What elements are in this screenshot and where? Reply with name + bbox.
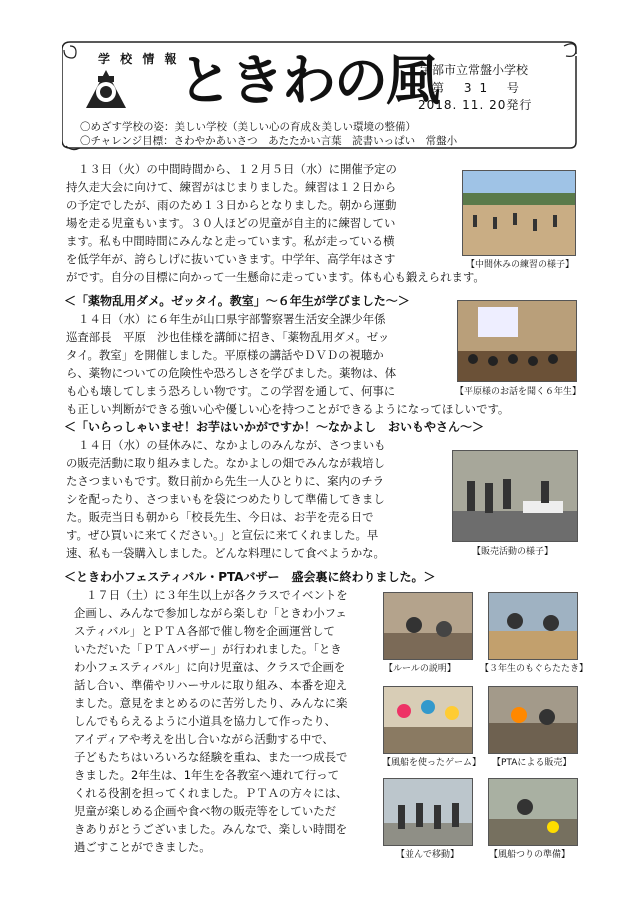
photo-whack-a-mole — [488, 592, 578, 660]
photo-caption: 【ルールの説明】 — [384, 664, 456, 674]
paragraph-line: １４日（水）に６年生が山口県宇部警察署生活安全課少年係 — [78, 312, 386, 326]
paragraph-line: 児童が楽しめる企画や食べ物の販売等をしていただ — [74, 804, 336, 818]
paragraph-line: しんでもらえるように小道具を協力して作ったり、 — [74, 714, 336, 728]
paragraph-line: を低学年が、誇らしげに抜いていきます。中学年、高学年はさす — [66, 252, 396, 266]
photo-caption: 【中間休みの練習の様子】 — [466, 260, 575, 270]
photo-caption: 【３年生のもぐらたたき】 — [480, 664, 589, 674]
photo-running-practice — [462, 170, 576, 256]
paragraph-line: シを配ったり、さつまいもを袋につめたりして準備してきまし — [66, 492, 385, 506]
paragraph-line: す。ぜひ買いに来てください。」と宣伝に来てくれました。早 — [66, 528, 379, 542]
paragraph-line: きました。2年生は、1年生を各教室へ連れて行って — [74, 768, 340, 782]
photo-caption: 【並んで移動】 — [396, 850, 460, 860]
photo-caption: 【風船つりの準備】 — [489, 850, 571, 860]
school-motto: 〇めざす学校の姿：美しい学校（美しい心の育成＆美しい環境の整備） — [80, 121, 416, 133]
paragraph-line: １４日（水）の昼休みに、なかよしのみんなが、さつまいも — [78, 438, 386, 452]
issue-date: 2018. 11. 20発行 — [418, 98, 533, 112]
paragraph-line: も心も壊してしまう恐ろしい物です。この学習を通して、何事に — [66, 384, 396, 398]
photo-walking-in-line — [383, 778, 473, 846]
photo-caption: 【販売活動の様子】 — [472, 547, 554, 557]
photo-caption: 【風船を使ったゲーム】 — [382, 758, 482, 768]
article-potato-sale — [66, 436, 386, 562]
photo-caption: 【PTAによる販売】 — [492, 758, 572, 768]
paragraph-line: ます。私も中間時間にみんなと走っています。私が走っている横 — [66, 234, 395, 248]
paragraph-line: の予定でしたが、雨のため１３日からとなりました。朝から運動 — [66, 198, 397, 212]
newsletter-title: ときわの風 — [178, 48, 438, 112]
photo-balloon-fishing-prep — [488, 778, 578, 846]
newsletter-label: 学 校 情 報 — [98, 52, 180, 66]
article-heading: ＜「薬物乱用ダメ。ゼッタイ。教室」～６年生が学びました～＞ — [64, 294, 410, 308]
paragraph-line: 速、私も一袋購入しました。どんな料理にして食べようかな。 — [66, 546, 385, 560]
paragraph-line: 巡査部長 平原 沙也佳様を講師に招き、「薬物乱用ダメ。ゼッ — [66, 330, 390, 344]
article-heading: ＜「いらっしゃいませ！お芋はいかがですか！～なかよし おいもやさん～＞ — [64, 420, 485, 434]
issue-number: 第 31 号 — [432, 81, 527, 95]
school-name: 宇部市立常盤小学校 — [420, 63, 529, 77]
paragraph-line: がです。自分の目標に向かって一生懸命に走っています。体も心も鍛えられます。 — [66, 270, 485, 284]
paragraph-line: 子どもたちはいろいろな経験を重ね、また一つ成長で — [74, 750, 348, 764]
paragraph-line: 話し合い、準備やリハーサルに取り組み、本番を迎え — [74, 678, 348, 692]
photo-potato-sale — [452, 450, 578, 542]
paragraph-line: たさつまいもです。数日前から先生一人ひとりに、案内のチラ — [66, 474, 385, 488]
photo-drug-class — [457, 300, 577, 382]
paragraph-line: 過ごすことができました。 — [74, 840, 211, 854]
photo-rules-explanation — [383, 592, 473, 660]
challenge-goal: 〇チャレンジ目標：さわやかあいさつ あたたかい言葉 読書いっぱい 常盤小 — [80, 135, 458, 147]
paragraph-line: も正しい判断ができる強い心や優しい心を持つことができるようになってほしいです。 — [66, 402, 510, 416]
photo-caption: 【平原様のお話を聞く６年生】 — [455, 387, 582, 397]
paragraph-line: スティバル」とＰＴＡ各部で催し物を企画運営して — [74, 624, 335, 638]
photo-pta-sale — [488, 686, 578, 754]
paragraph-line: １７日（土）に３年生以上が各クラスでイベントを — [86, 588, 348, 602]
article-drug-class — [66, 310, 509, 418]
paragraph-line: た。販売当日も朝から「校長先生、今日は、お芋を売る日で — [66, 510, 374, 524]
article-festival — [74, 586, 348, 856]
paragraph-line: タイ。教室」を開催しました。平原様の講話やＤＶＤの視聴か — [66, 348, 384, 362]
paragraph-line: 企画し、みんなで参加しながら楽しむ「ときわ小フェ — [74, 606, 347, 620]
paragraph-line: の販売活動に取り組みました。なかよしの畑でみんなが栽培し — [66, 456, 385, 470]
paragraph-line: わ小フェスティバル」に向け児童は、クラスで企画を — [74, 660, 346, 674]
article-running-practice — [66, 160, 485, 286]
paragraph-line: １３日（火）の中間時間から、１２月５日（水）に開催予定の — [78, 162, 397, 176]
paragraph-line: ました。意見をまとめるのに苦労したり、みんなに楽 — [74, 696, 348, 710]
photo-balloon-game — [383, 686, 473, 754]
school-emblem-icon — [84, 68, 128, 110]
paragraph-line: くれる役割を担ってくれました。ＰＴＡの方々には、 — [74, 786, 348, 800]
paragraph-line: きありがとうございました。みんなで、楽しい時間を — [74, 822, 348, 836]
paragraph-line: 場を走る児童もいます。３０人ほどの児童が自主的に練習してい — [66, 216, 396, 230]
paragraph-line: 持久走大会に向けて、練習がはじまりました。練習は１２日から — [66, 180, 397, 194]
article-heading: ＜ときわ小フェスティバル・PTAバザー 盛会裏に終わりました。＞ — [64, 570, 436, 584]
paragraph-line: いただいた「ＰＴＡバザー」が行われました。「とき — [74, 642, 342, 656]
paragraph-line: ら、薬物についての危険性や恐ろしさを学びました。薬物は、体 — [66, 366, 397, 380]
paragraph-line: アイディアや考えを出し合いながら活動する中で、 — [74, 732, 334, 746]
